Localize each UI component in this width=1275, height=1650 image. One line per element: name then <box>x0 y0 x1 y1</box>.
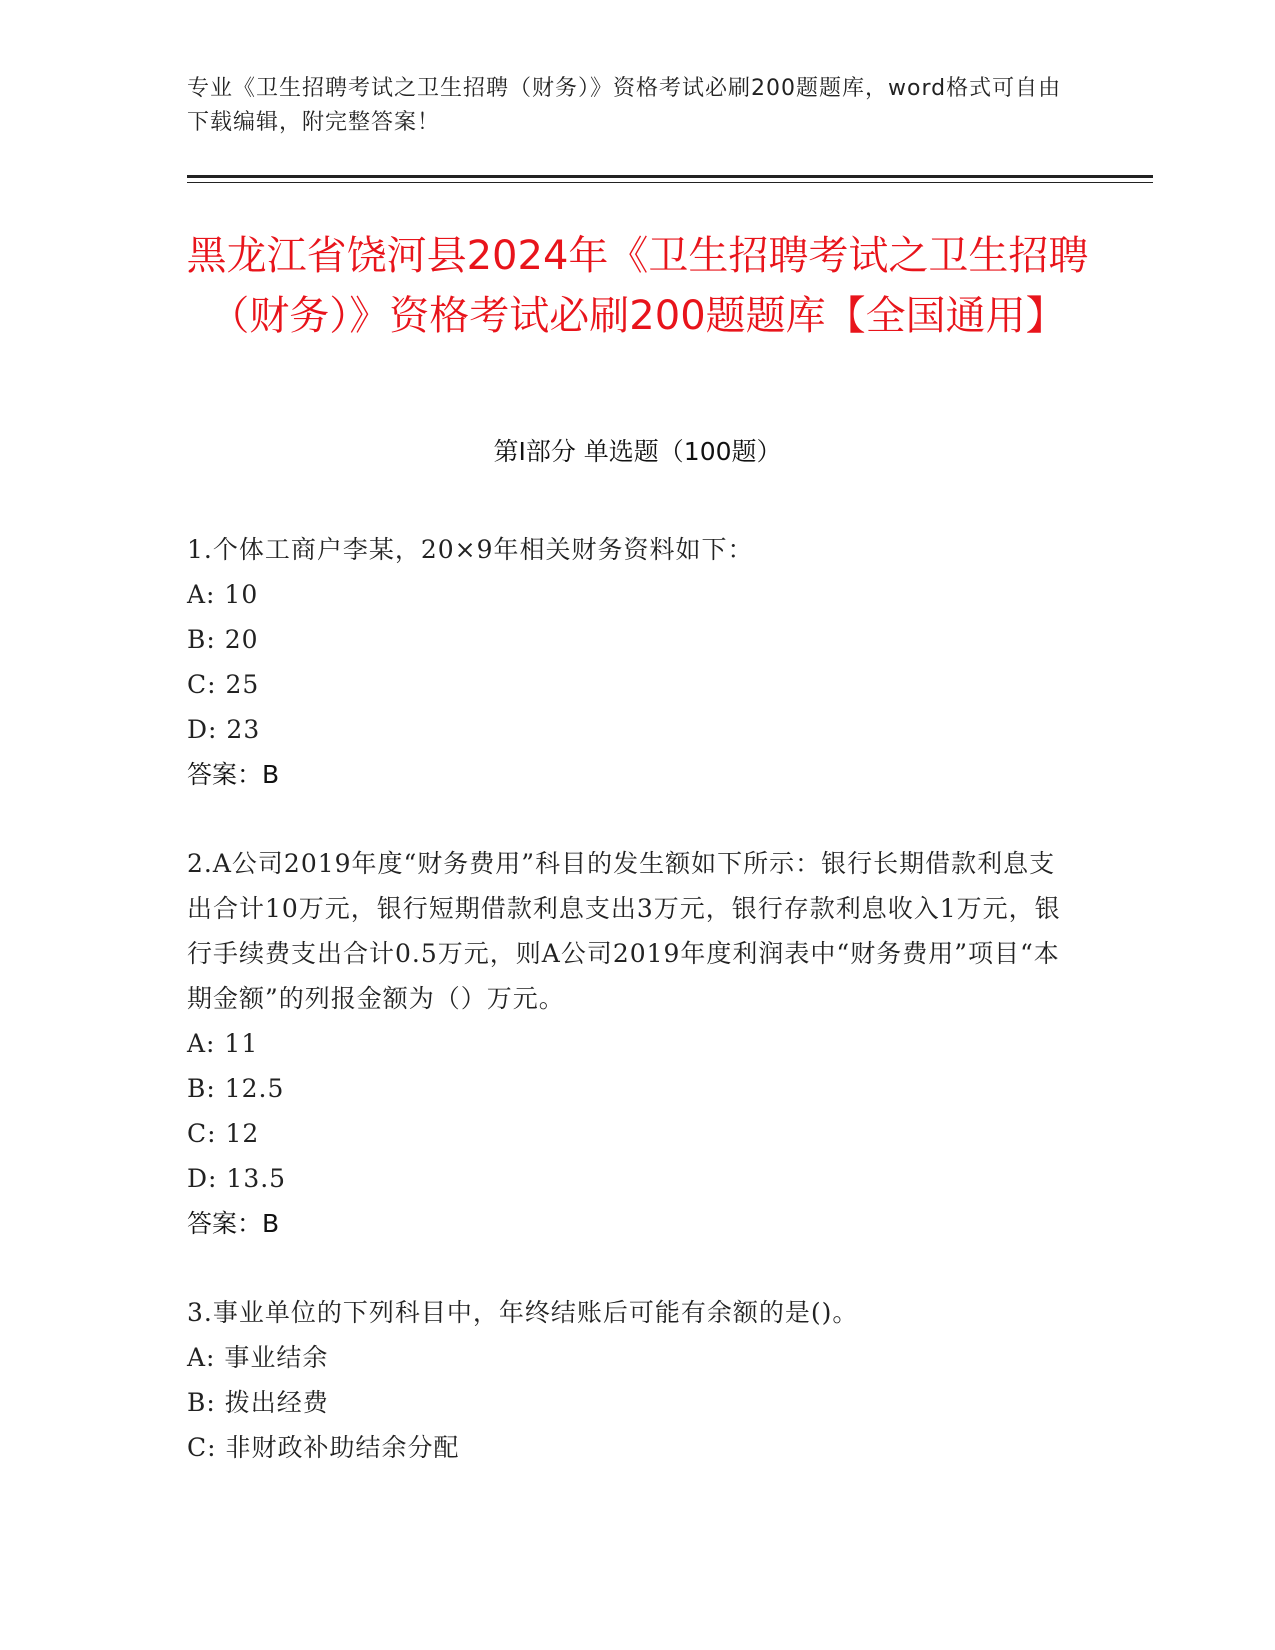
option-a: A: 事业结余 <box>187 1343 329 1372</box>
option-b: B: 20 <box>187 625 259 654</box>
header-divider-thin <box>187 182 1153 183</box>
answer: 答案：B <box>187 760 280 789</box>
option-d: D: 23 <box>187 715 261 744</box>
option-d: D: 13.5 <box>187 1164 287 1193</box>
section-title: 第Ⅰ部分 单选题（100题） <box>493 437 782 466</box>
option-b: B: 12.5 <box>187 1074 285 1103</box>
answer: 答案：B <box>187 1209 280 1238</box>
header-note: 专业《卫生招聘考试之卫生招聘（财务）》资格考试必刷200题题库，word格式可自由下载编辑，附完整答案！ <box>187 76 1062 135</box>
question-2 <box>187 841 1077 1246</box>
question-stem: 2.A公司2019年度“财务费用”科目的发生额如下所示：银行长期借款利息支出合计10万元，银行短期借款利息支出3万元，银行存款利息收入1万元，银行手续费支出合计0.5万元，则A公司2019年度利润表中“财务费用”项目“本期金额”的列报金额为（）万元。 <box>187 849 1061 1013</box>
question-stem: 3.事业单位的下列科目中，年终结账后可能有余额的是()。 <box>187 1298 859 1327</box>
header-divider-thick <box>187 175 1153 178</box>
question-list <box>187 527 1077 1470</box>
option-c: C: 25 <box>187 670 260 699</box>
option-b: B: 拨出经费 <box>187 1388 329 1417</box>
option-c: C: 非财政补助结余分配 <box>187 1433 460 1462</box>
question-stem: 1.个体工商户李某，20×9年相关财务资料如下： <box>187 535 754 564</box>
option-c: C: 12 <box>187 1119 260 1148</box>
option-a: A: 10 <box>187 580 259 609</box>
option-a: A: 11 <box>187 1029 259 1058</box>
question-1 <box>187 527 1077 797</box>
question-3 <box>187 1290 1077 1470</box>
document-title: 黑龙江省饶河县2024年《卫生招聘考试之卫生招聘（财务）》资格考试必刷200题题库【全国通用】 <box>186 233 1089 339</box>
